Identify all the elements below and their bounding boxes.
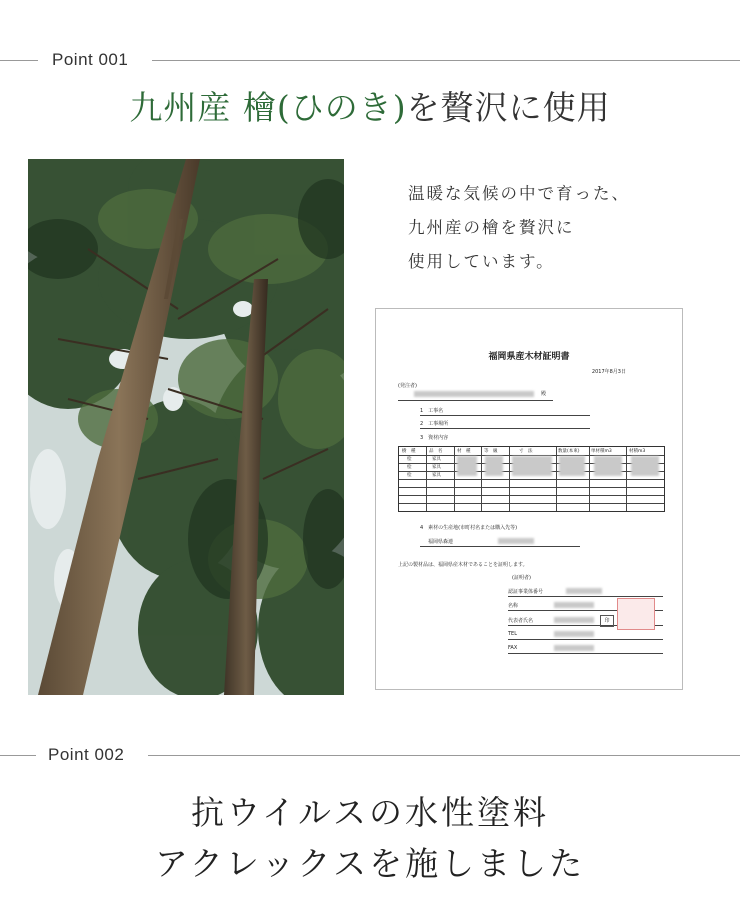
seal-mark: 印 (600, 615, 614, 627)
table-header: 材積m3 (629, 449, 646, 454)
field-fax: FAX (508, 645, 518, 651)
table-cell: 家具 (432, 473, 441, 478)
orderer-label: (発注者) (398, 383, 417, 389)
divider-left (0, 60, 38, 61)
intro-text (408, 177, 728, 279)
field-name: 名称 (508, 603, 519, 609)
table-header: 数量(本束) (558, 449, 580, 454)
table-header: 単材積m3 (591, 449, 612, 454)
headline-antiviral-line2: アクレックスを施しました (154, 844, 586, 883)
table-header: 樹 種 (402, 449, 416, 454)
table-cell: 桧 (407, 457, 412, 462)
point-001-header (0, 50, 740, 70)
point-002-header (0, 745, 740, 765)
item-project-site: 2 工事場所 (420, 421, 449, 427)
table-header: 寸 法 (519, 449, 533, 454)
table-cell: 桧 (407, 465, 412, 470)
certificate-date: 2017年8月3日 (591, 369, 626, 375)
material-table (398, 446, 665, 512)
item-project-name: 1 工事名 (420, 408, 444, 414)
headline-hinoki (0, 86, 740, 130)
item-material: 3 資材内容 (420, 435, 449, 441)
field-tel: TEL (508, 631, 517, 637)
origin-value: 福岡県森連 (428, 539, 454, 545)
headline-antiviral-line1: 抗ウイルスの水性塗料 (190, 793, 550, 832)
hinoki-forest-photo (28, 159, 344, 695)
orderer-redacted (414, 391, 534, 397)
field-cert-number: 認証事業体番号 (508, 589, 544, 595)
red-seal-stamp (617, 598, 655, 630)
table-cell: 家具 (432, 457, 441, 462)
point-label: Point 002 (48, 745, 125, 764)
certifier-label: (証明者) (512, 575, 531, 581)
point-label: Point 001 (52, 50, 129, 69)
table-cell: 桧 (407, 473, 412, 478)
divider-left (0, 755, 36, 756)
divider-right (152, 60, 740, 61)
certificate-statement: 上記の製材品は、福岡県産木材であることを証明します。 (398, 562, 528, 568)
headline-dark-part: を贅沢に使用 (406, 88, 611, 127)
table-header: 等 級 (484, 449, 498, 454)
wood-certificate (375, 308, 683, 690)
table-header: 品 名 (429, 449, 443, 454)
headline-green-part: 九州産 檜(ひのき) (129, 88, 407, 127)
intro-line: 温暖な気候の中で育った、 (408, 184, 630, 203)
certificate-title: 福岡県産木材証明書 (488, 352, 570, 362)
intro-line: 九州産の檜を贅沢に (408, 218, 575, 237)
table-header: 材 種 (457, 449, 471, 454)
field-representative: 代表者氏名 (508, 618, 534, 624)
divider-right (148, 755, 740, 756)
honorific: 殿 (541, 391, 547, 397)
table-cell: 家具 (432, 465, 441, 470)
origin-label: 4 素材の生産地(市町村名または購入先等) (420, 525, 518, 531)
intro-line: 使用しています。 (408, 252, 555, 271)
